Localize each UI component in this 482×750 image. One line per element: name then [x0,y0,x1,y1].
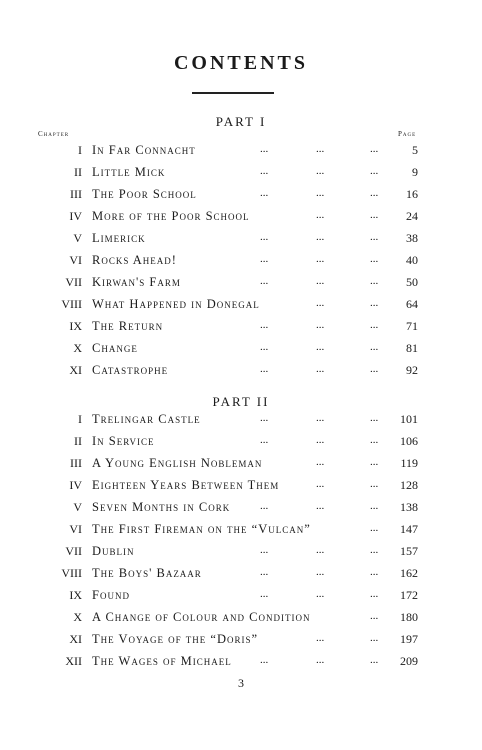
leader-dots: ... [260,412,269,424]
title-rule [192,92,274,94]
toc-row [0,628,482,650]
leader-dots: ... [370,341,379,353]
chapter-title: A Change of Colour and Condition [92,610,311,624]
chapter-title: Trelingar Castle [92,412,201,426]
toc-row [0,606,482,628]
chapter-number: III [70,187,82,201]
toc-row [0,249,482,271]
toc-row [0,518,482,540]
chapter-number: II [74,165,82,179]
chapter-page-number: 40 [406,253,418,267]
leader-dots: ... [316,632,325,644]
chapter-column-label: Chapter [38,130,70,138]
leader-dots: ... [370,297,379,309]
toc-row [0,474,482,496]
chapter-number: I [78,412,82,426]
leader-dots: ... [316,209,325,221]
leader-dots: ... [370,500,379,512]
chapter-title: Catastrophe [92,363,169,377]
leader-dots: ... [370,275,379,287]
chapter-number: X [73,610,82,624]
chapter-title: What Happened in Donegal [92,297,260,311]
chapter-page-number: 138 [400,500,418,514]
leader-dots: ... [370,187,379,199]
leader-dots: ... [260,319,269,331]
leader-dots: ... [260,341,269,353]
chapter-number: VII [65,275,82,289]
chapter-page-number: 119 [400,456,418,470]
leader-dots: ... [316,478,325,490]
chapter-title: More of the Poor School [92,209,250,223]
toc-row [0,293,482,315]
chapter-page-number: 9 [412,165,418,179]
chapter-page-number: 157 [400,544,418,558]
chapter-number: VIII [61,566,82,580]
leader-dots: ... [370,610,379,622]
toc-row [0,337,482,359]
chapter-title: Limerick [92,231,146,245]
chapter-title: Kirwan's Farm [92,275,181,289]
toc-row [0,496,482,518]
leader-dots: ... [370,478,379,490]
part-2-chapter-list [0,408,482,672]
chapter-page-number: 197 [400,632,418,646]
chapter-page-number: 209 [400,654,418,668]
chapter-number: III [70,456,82,470]
chapter-number: II [74,434,82,448]
chapter-page-number: 128 [400,478,418,492]
chapter-page-number: 92 [406,363,418,377]
part-1-chapter-list [0,139,482,381]
leader-dots: ... [316,500,325,512]
chapter-number: IX [69,588,82,602]
toc-row [0,161,482,183]
chapter-page-number: 147 [400,522,418,536]
leader-dots: ... [316,297,325,309]
leader-dots: ... [260,253,269,265]
leader-dots: ... [316,231,325,243]
leader-dots: ... [370,632,379,644]
toc-row [0,271,482,293]
toc-row [0,183,482,205]
chapter-number: IX [69,319,82,333]
chapter-title: The Boys' Bazaar [92,566,202,580]
toc-row [0,650,482,672]
leader-dots: ... [316,544,325,556]
toc-row [0,205,482,227]
leader-dots: ... [370,456,379,468]
leader-dots: ... [316,253,325,265]
leader-dots: ... [316,187,325,199]
leader-dots: ... [316,588,325,600]
leader-dots: ... [370,253,379,265]
leader-dots: ... [260,231,269,243]
chapter-title: Little Mick [92,165,166,179]
page-column-label: Page [398,130,417,138]
chapter-page-number: 38 [406,231,418,245]
chapter-title: In Service [92,434,155,448]
leader-dots: ... [316,165,325,177]
toc-row [0,139,482,161]
chapter-page-number: 16 [406,187,418,201]
leader-dots: ... [260,165,269,177]
chapter-page-number: 162 [400,566,418,580]
leader-dots: ... [370,319,379,331]
toc-row [0,452,482,474]
leader-dots: ... [316,319,325,331]
chapter-title: The Return [92,319,164,333]
leader-dots: ... [370,544,379,556]
toc-row [0,227,482,249]
chapter-title: In Far Connacht [92,143,196,157]
leader-dots: ... [316,143,325,155]
chapter-page-number: 106 [400,434,418,448]
chapter-number: VI [69,522,82,536]
leader-dots: ... [316,341,325,353]
chapter-number: V [73,231,82,245]
leader-dots: ... [370,522,379,534]
leader-dots: ... [260,275,269,287]
page-number-footer: 3 [238,676,244,690]
chapter-number: IV [69,209,82,223]
toc-row [0,359,482,381]
leader-dots: ... [316,566,325,578]
chapter-title: Seven Months in Cork [92,500,231,514]
chapter-title: Eighteen Years Between Them [92,478,280,492]
chapter-title: The Voyage of the “Doris” [92,632,259,646]
toc-row [0,540,482,562]
chapter-page-number: 81 [406,341,418,355]
chapter-number: X [73,341,82,355]
chapter-number: XII [65,654,82,668]
leader-dots: ... [316,654,325,666]
chapter-page-number: 172 [400,588,418,602]
leader-dots: ... [316,275,325,287]
leader-dots: ... [260,434,269,446]
chapter-page-number: 5 [412,143,418,157]
leader-dots: ... [370,434,379,446]
leader-dots: ... [370,231,379,243]
leader-dots: ... [260,143,269,155]
leader-dots: ... [260,654,269,666]
chapter-title: Found [92,588,130,602]
toc-row [0,562,482,584]
chapter-page-number: 50 [406,275,418,289]
chapter-title: The Poor School [92,187,197,201]
leader-dots: ... [260,588,269,600]
leader-dots: ... [370,143,379,155]
part-1-heading: PART I [215,114,267,129]
leader-dots: ... [370,412,379,424]
chapter-page-number: 101 [400,412,418,426]
leader-dots: ... [370,165,379,177]
chapter-title: A Young English Nobleman [92,456,263,470]
leader-dots: ... [260,187,269,199]
leader-dots: ... [316,456,325,468]
chapter-number: XI [69,632,82,646]
chapter-page-number: 71 [406,319,418,333]
chapter-number: IV [69,478,82,492]
leader-dots: ... [370,654,379,666]
chapter-title: Change [92,341,138,355]
leader-dots: ... [260,566,269,578]
chapter-title: Dublin [92,544,135,558]
leader-dots: ... [370,363,379,375]
chapter-page-number: 180 [400,610,418,624]
chapter-number: I [78,143,82,157]
chapter-title: Rocks Ahead! [92,253,177,267]
leader-dots: ... [260,363,269,375]
chapter-number: VI [69,253,82,267]
toc-row [0,408,482,430]
chapter-number: VII [65,544,82,558]
leader-dots: ... [370,566,379,578]
chapter-title: The First Fireman on the “Vulcan” [92,522,311,536]
leader-dots: ... [316,434,325,446]
chapter-page-number: 64 [406,297,418,311]
chapter-title: The Wages of Michael [92,654,232,668]
toc-row [0,315,482,337]
leader-dots: ... [316,412,325,424]
chapter-number: V [73,500,82,514]
chapter-number: VIII [61,297,82,311]
leader-dots: ... [370,209,379,221]
leader-dots: ... [260,544,269,556]
leader-dots: ... [316,363,325,375]
leader-dots: ... [370,588,379,600]
leader-dots: ... [260,500,269,512]
part-2-heading: PART II [212,394,270,409]
toc-row [0,430,482,452]
toc-row [0,584,482,606]
chapter-number: XI [69,363,82,377]
page-title: CONTENTS [173,52,309,74]
chapter-page-number: 24 [406,209,418,223]
